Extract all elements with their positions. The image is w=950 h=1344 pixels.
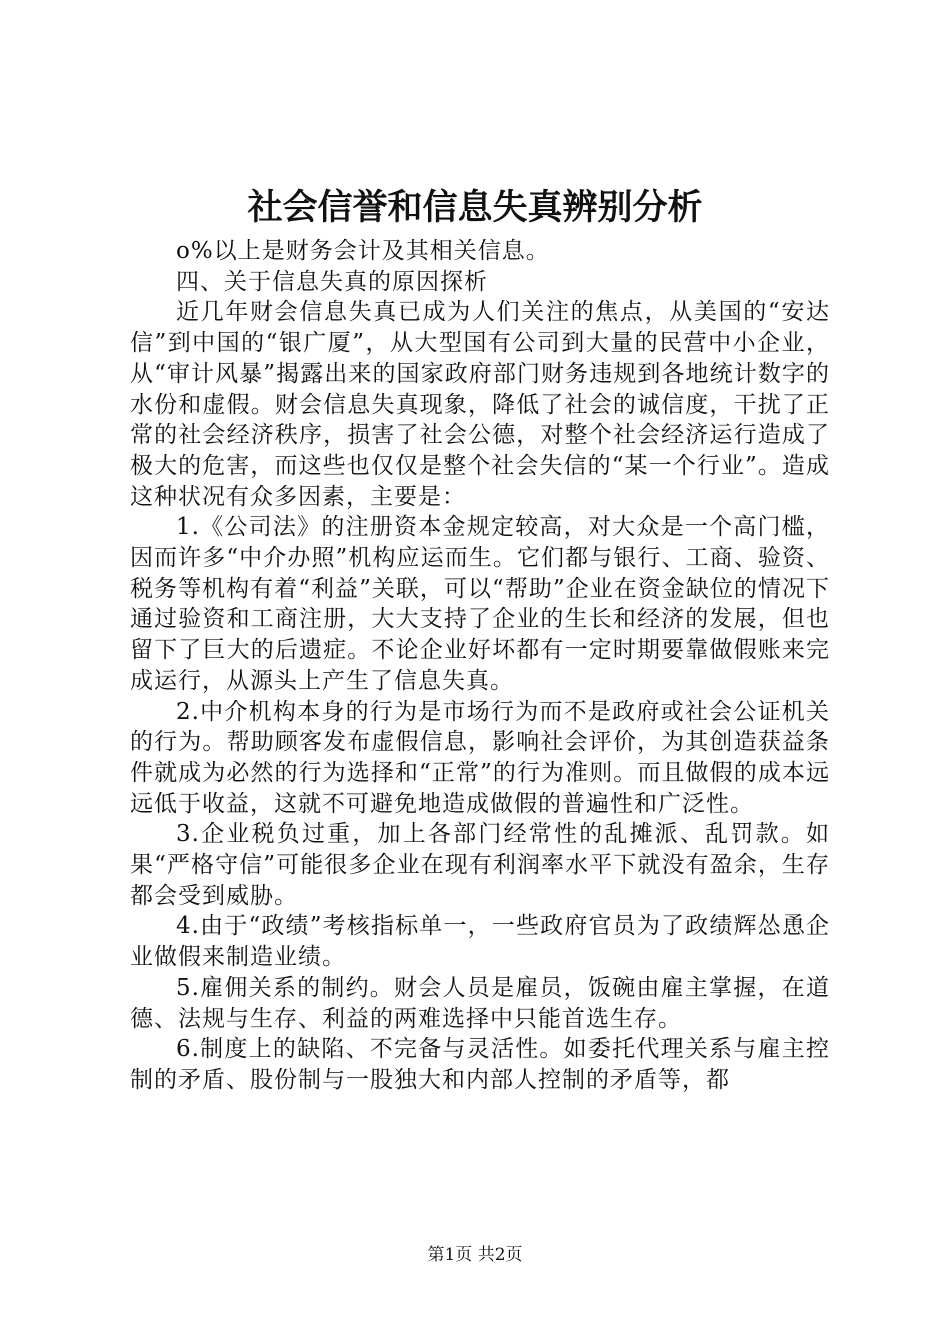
paragraph-point-4: 4.由于“政绩”考核指标单一，一些政府官员为了政绩辉怂恿企业做假来制造业绩。 bbox=[130, 913, 830, 971]
document-title: 社会信誉和信息失真辨别分析 bbox=[247, 187, 703, 228]
paragraph-point-3: 3.企业税负过重，加上各部门经常性的乱摊派、乱罚款。如果“严格守信”可能很多企业在现有利润率水平下就没有盈余，生存都会受到威胁。 bbox=[130, 821, 830, 909]
section-heading: 四、关于信息失真的原因探析 bbox=[176, 268, 488, 295]
paragraph-intro: o%以上是财务会计及其相关信息。 bbox=[176, 238, 550, 264]
paragraph-point-2: 2.中介机构本身的行为是市场行为而不是政府或社会公证机关的行为。帮助顾客发布虚假信息，影响社会评价，为其创造获益条件就成为必然的行为选择和“正常”的行为准则。而且做假的成本远远低于收益，这就不可避免地造成做假的普遍性和广泛性。 bbox=[130, 698, 830, 817]
paragraph-point-1: 1.《公司法》的注册资本金规定较高，对大众是一个高门槛，因而许多“中介办照”机构应运而生。它们都与银行、工商、验资、税务等机构有着“利益”关联，可以“帮助”企业在资金缺位的情况下通过验资和工商注册，大大支持了企业的生长和经济的发展，但也留下了巨大的后遗症。不论企业好坏都有一定时期要靠做假账来完成运行，从源头上产生了信息失真。 bbox=[130, 514, 830, 694]
paragraph-overview: 近几年财会信息失真已成为人们关注的焦点，从美国的“安达信”到中国的“银广厦”，从大型国有公司到大量的民营中小企业，从“审计风暴”揭露出来的国家政府部门财务违规到各地统计数字的水份和虚假。财会信息失真现象，降低了社会的诚信度，干扰了正常的社会经济秩序，损害了社会公德，对整个社会经济运行造成了极大的危害，而这些也仅仅是整个社会失信的“某一个行业”。造成这种状况有众多因素，主要是： bbox=[130, 299, 830, 510]
paragraph-point-6: 6.制度上的缺陷、不完备与灵活性。如委托代理关系与雇主控制的矛盾、股份制与一股独大和内部人控制的矛盾等，都 bbox=[130, 1036, 830, 1093]
page-footer: 第1页 共2页 bbox=[427, 1245, 523, 1265]
paragraph-point-5: 5.雇佣关系的制约。财会人员是雇员，饭碗由雇主掌握，在道德、法规与生存、利益的两难选择中只能首选生存。 bbox=[130, 974, 830, 1032]
document-body bbox=[130, 236, 830, 1096]
